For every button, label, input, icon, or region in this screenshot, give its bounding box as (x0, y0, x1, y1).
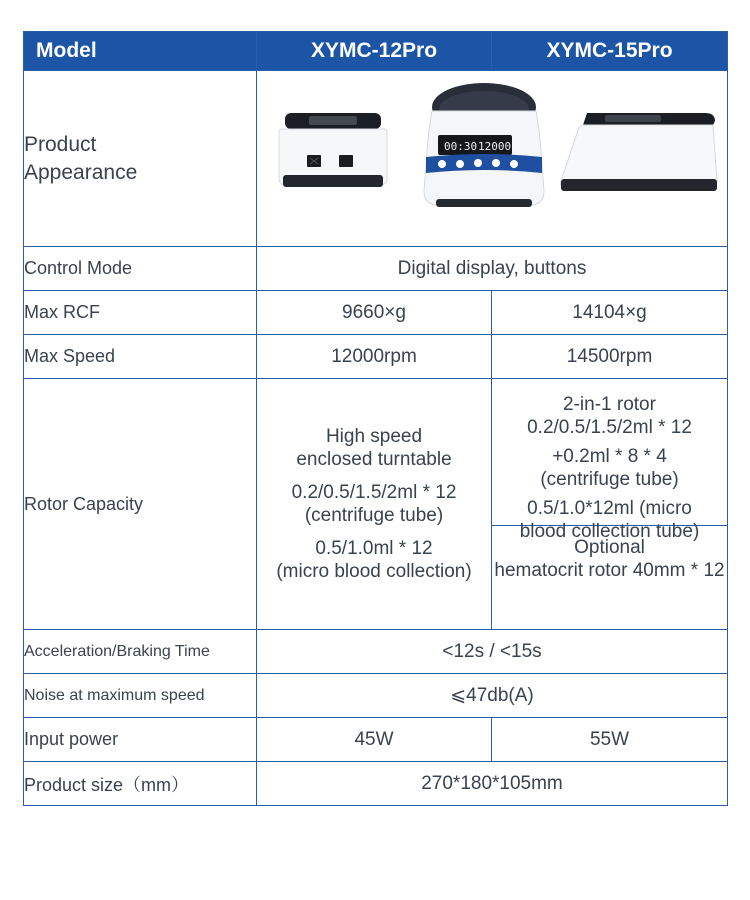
rotor-15pro-line-1: 2-in-1 rotor 0.2/0.5/1.5/2ml * 12 (527, 394, 692, 438)
row-label-input-power: Input power (24, 718, 257, 762)
centrifuge-back-view-image (277, 113, 389, 191)
input-power-15pro: 55W (492, 718, 728, 762)
max-speed-12pro: 12000rpm (257, 335, 492, 379)
rotor-15pro-optional-text: Optional hematocrit rotor 40mm * 12 (494, 537, 725, 581)
max-speed-15pro: 14500rpm (492, 335, 728, 379)
rotor-capacity-12pro (257, 379, 492, 630)
max-rcf-12pro: 9660×g (257, 291, 492, 335)
rotor-12pro-line-2: 0.2/0.5/1.5/2ml * 12 (centrifuge tube) (291, 482, 457, 526)
row-label-noise: Noise at maximum speed (24, 674, 257, 718)
rotor-12pro-line-1: High speed enclosed turntable (296, 426, 452, 470)
acceleration-value: <12s / <15s (257, 630, 728, 674)
appearance-label-line1: Product (24, 132, 97, 156)
noise-value: ⩽47db(A) (257, 674, 728, 718)
max-rcf-15pro: 14104×g (492, 291, 728, 335)
row-label-max-speed: Max Speed (24, 335, 257, 379)
spec-table (23, 31, 728, 806)
row-label-control-mode: Control Mode (24, 247, 257, 291)
header-model: Model (24, 32, 257, 71)
device-right-readout: 12000 (478, 140, 512, 153)
rotor-15pro-standard (492, 379, 727, 542)
control-mode-value: Digital display, buttons (257, 247, 728, 291)
product-images-cell (257, 71, 728, 247)
row-label-max-rcf: Max RCF (24, 291, 257, 335)
centrifuge-front-view-image (416, 81, 552, 213)
rotor-capacity-15pro (492, 379, 728, 630)
rotor-15pro-line-2: +0.2ml * 8 * 4 (centrifuge tube) (540, 446, 679, 490)
product-size-value: 270*180*105mm (257, 762, 728, 806)
appearance-label-line2: Appearance (24, 160, 138, 184)
input-power-12pro: 45W (257, 718, 492, 762)
centrifuge-side-view-image (557, 111, 719, 195)
rotor-15pro-line-3: 0.5/1.0*12ml (micro blood collection tube) (519, 498, 700, 542)
device-left-readout: 00:30 (444, 140, 478, 153)
row-label-appearance (24, 71, 257, 247)
header-xymc-12pro: XYMC-12Pro (257, 32, 492, 71)
row-label-acceleration: Acceleration/Braking Time (24, 630, 257, 674)
row-label-rotor-capacity: Rotor Capacity (24, 379, 257, 630)
row-label-product-size: Product size（mm） (24, 762, 257, 806)
rotor-12pro-line-3: 0.5/1.0ml * 12 (micro blood collection) (276, 538, 472, 582)
header-xymc-15pro: XYMC-15Pro (492, 32, 728, 71)
